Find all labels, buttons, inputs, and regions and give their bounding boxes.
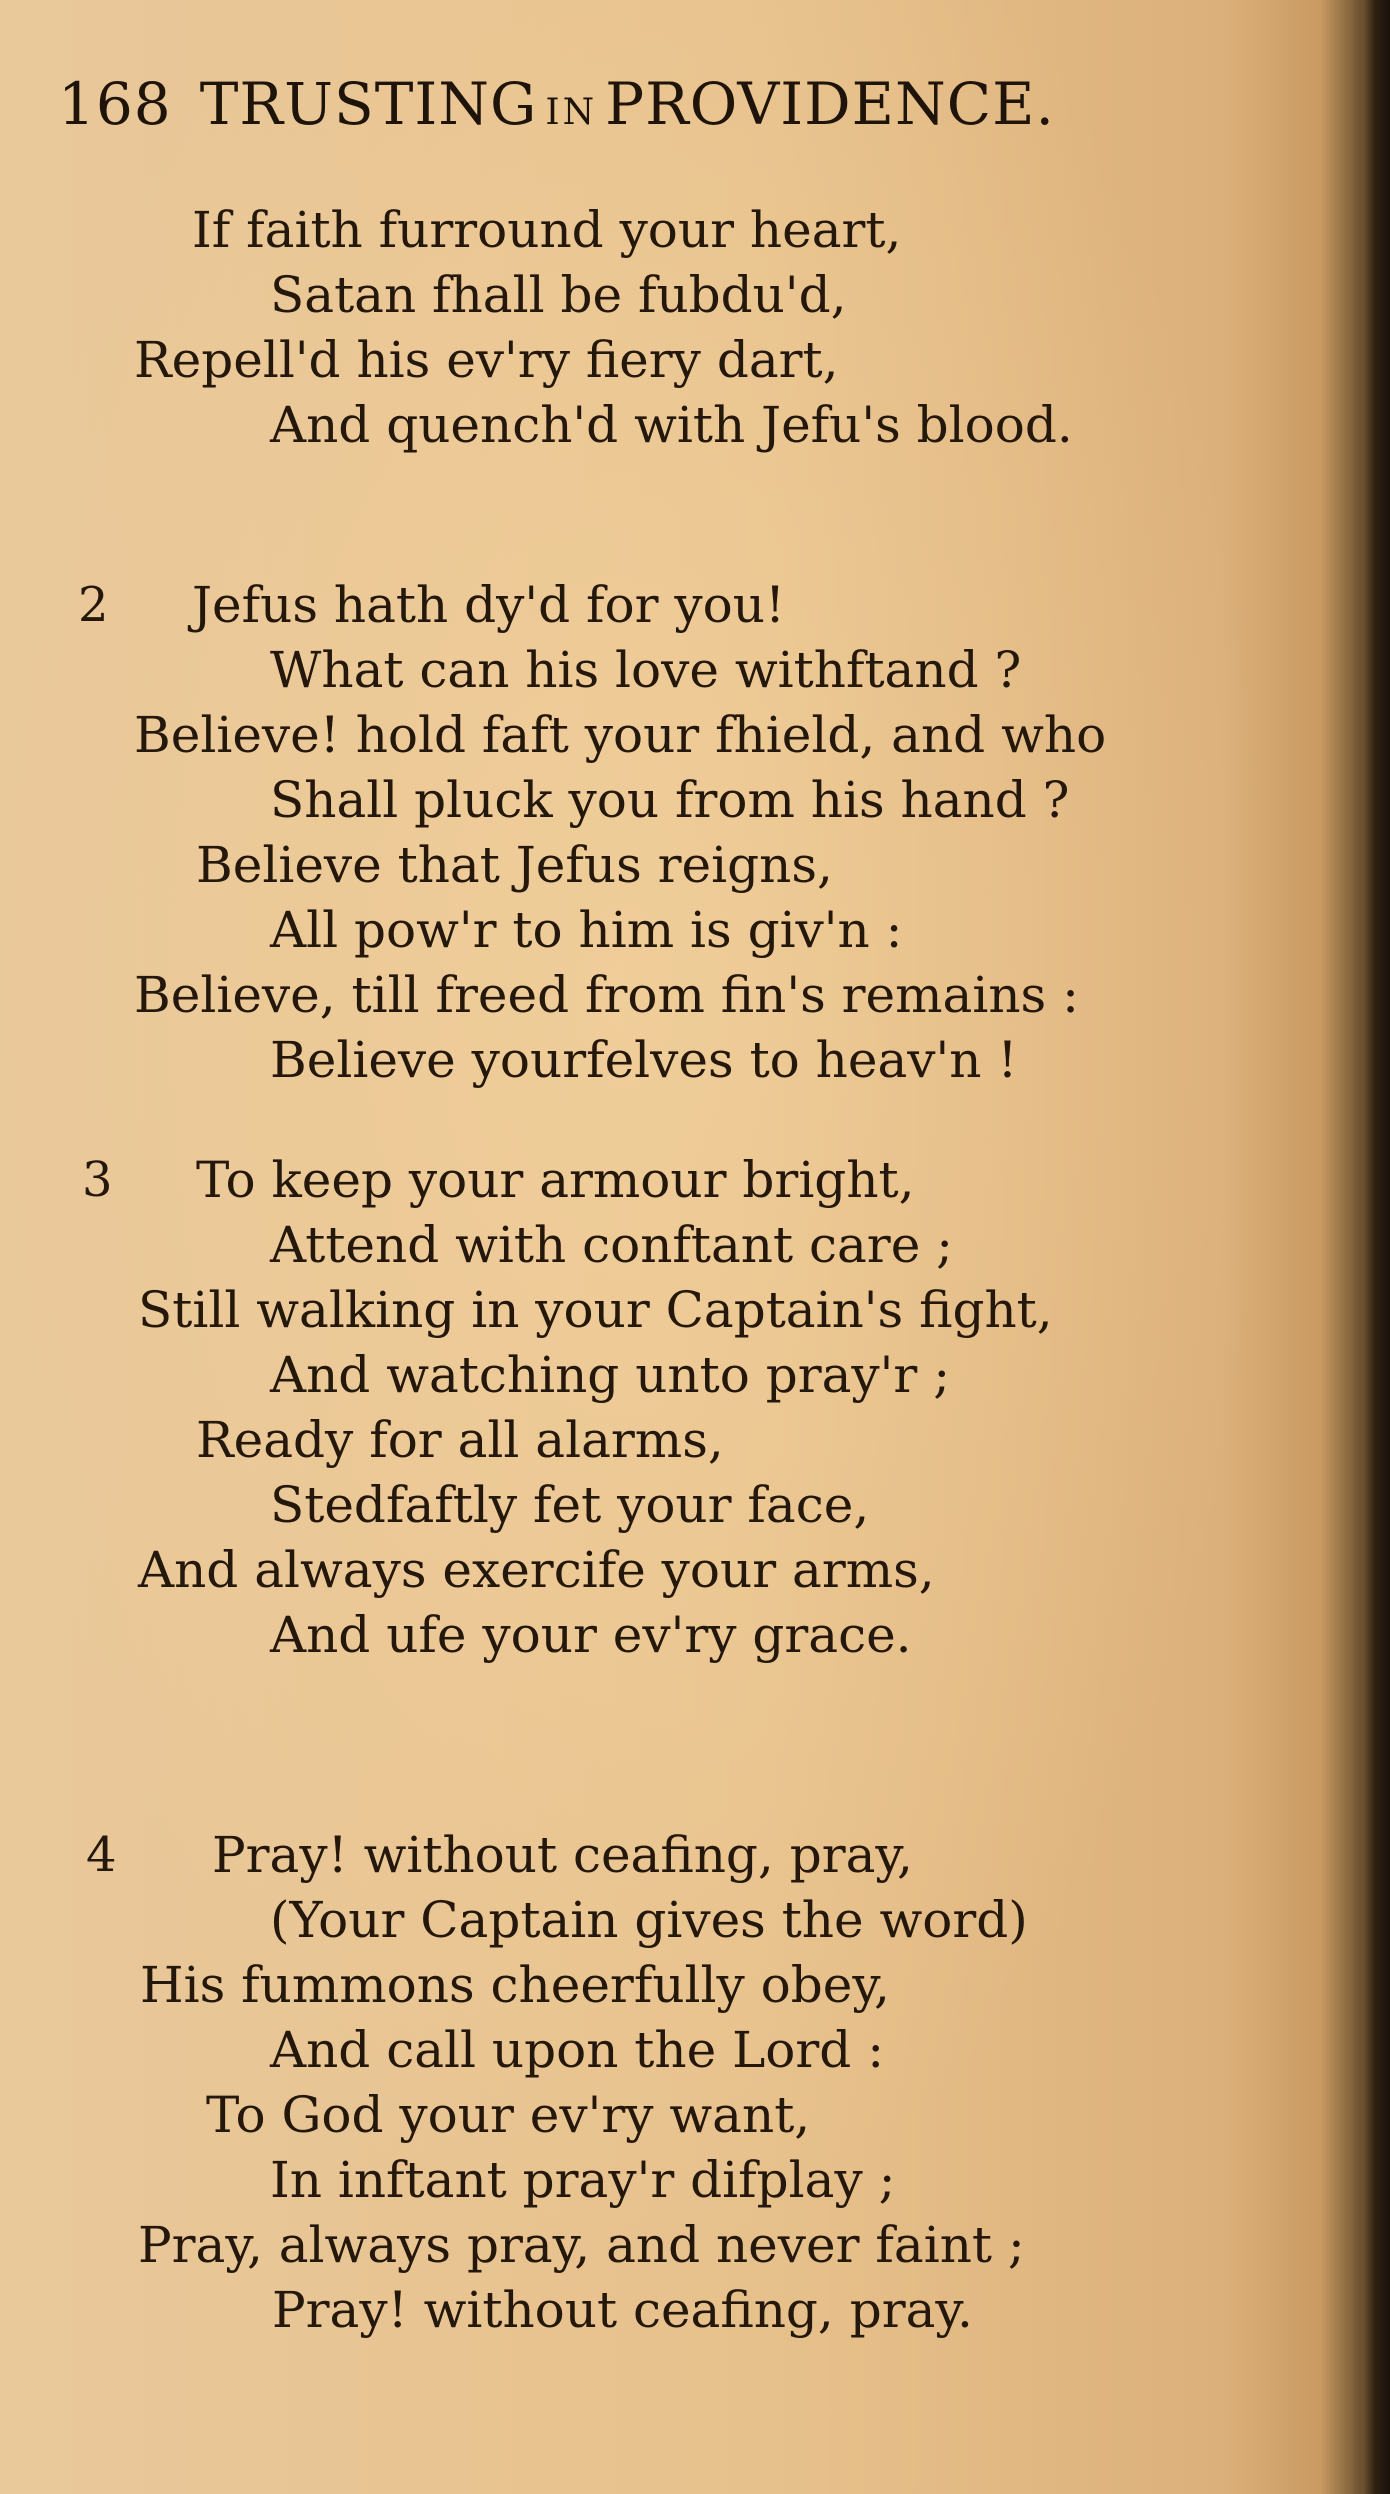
verse-line: If faith furround your heart, — [192, 201, 902, 259]
verse-line: Believe that Jefus reigns, — [196, 836, 833, 894]
verse-line: To keep your armour bright, — [196, 1151, 915, 1209]
verse-line: Attend with conftant care ; — [270, 1216, 954, 1274]
verse-line: Believe yourfelves to heav'n ! — [270, 1031, 1018, 1089]
verse-line: And always exercife your arms, — [138, 1541, 935, 1599]
header-title-part1: TRUSTING — [199, 70, 538, 138]
verse-line: And quench'd with Jefu's blood. — [270, 396, 1073, 454]
verse-line: In inftant pray'r difplay ; — [270, 2151, 896, 2209]
page-edge — [1352, 0, 1390, 2494]
verse-line: Pray! without ceafing, pray. — [272, 2281, 973, 2339]
verse-line: Satan fhall be fubdu'd, — [270, 266, 847, 324]
header-title-part2: PROVIDENCE. — [605, 70, 1055, 138]
verse-line: Shall pluck you from his hand ? — [270, 771, 1070, 829]
running-header — [58, 70, 1055, 150]
verse-line: And ufe your ev'ry grace. — [270, 1606, 912, 1664]
header-title-in: IN — [545, 92, 598, 133]
verse-line: Pray, always pray, and never faint ; — [138, 2216, 1025, 2274]
verse-line: And watching unto pray'r ; — [270, 1346, 951, 1404]
verse-line: His fummons cheerfully obey, — [140, 1956, 890, 2014]
verse-line: Pray! without ceafing, pray, — [212, 1826, 913, 1884]
verse-line: Still walking in your Captain's fight, — [138, 1281, 1053, 1339]
verse-line: Repell'd his ev'ry fiery dart, — [134, 331, 839, 389]
verse-line: Stedfaftly fet your face, — [270, 1476, 870, 1534]
verse-line: Believe! hold faft your fhield, and who — [134, 706, 1107, 764]
verse-line: And call upon the Lord : — [270, 2021, 885, 2079]
stanza-number: 2 — [78, 577, 109, 633]
verse-line: What can his love withftand ? — [270, 641, 1022, 699]
page-number: 168 — [58, 70, 172, 138]
stanza-number: 3 — [82, 1152, 113, 1208]
verse-line: All pow'r to him is giv'n : — [270, 901, 903, 959]
verse-line: Ready for all alarms, — [196, 1411, 724, 1469]
stanza-number: 4 — [86, 1827, 117, 1883]
verse-line: To God your ev'ry want, — [206, 2086, 811, 2144]
verse-line: (Your Captain gives the word) — [270, 1891, 1028, 1949]
verse-line: Believe, till freed from fin's remains : — [134, 966, 1079, 1024]
verse-line: Jefus hath dy'd for you! — [192, 576, 786, 634]
